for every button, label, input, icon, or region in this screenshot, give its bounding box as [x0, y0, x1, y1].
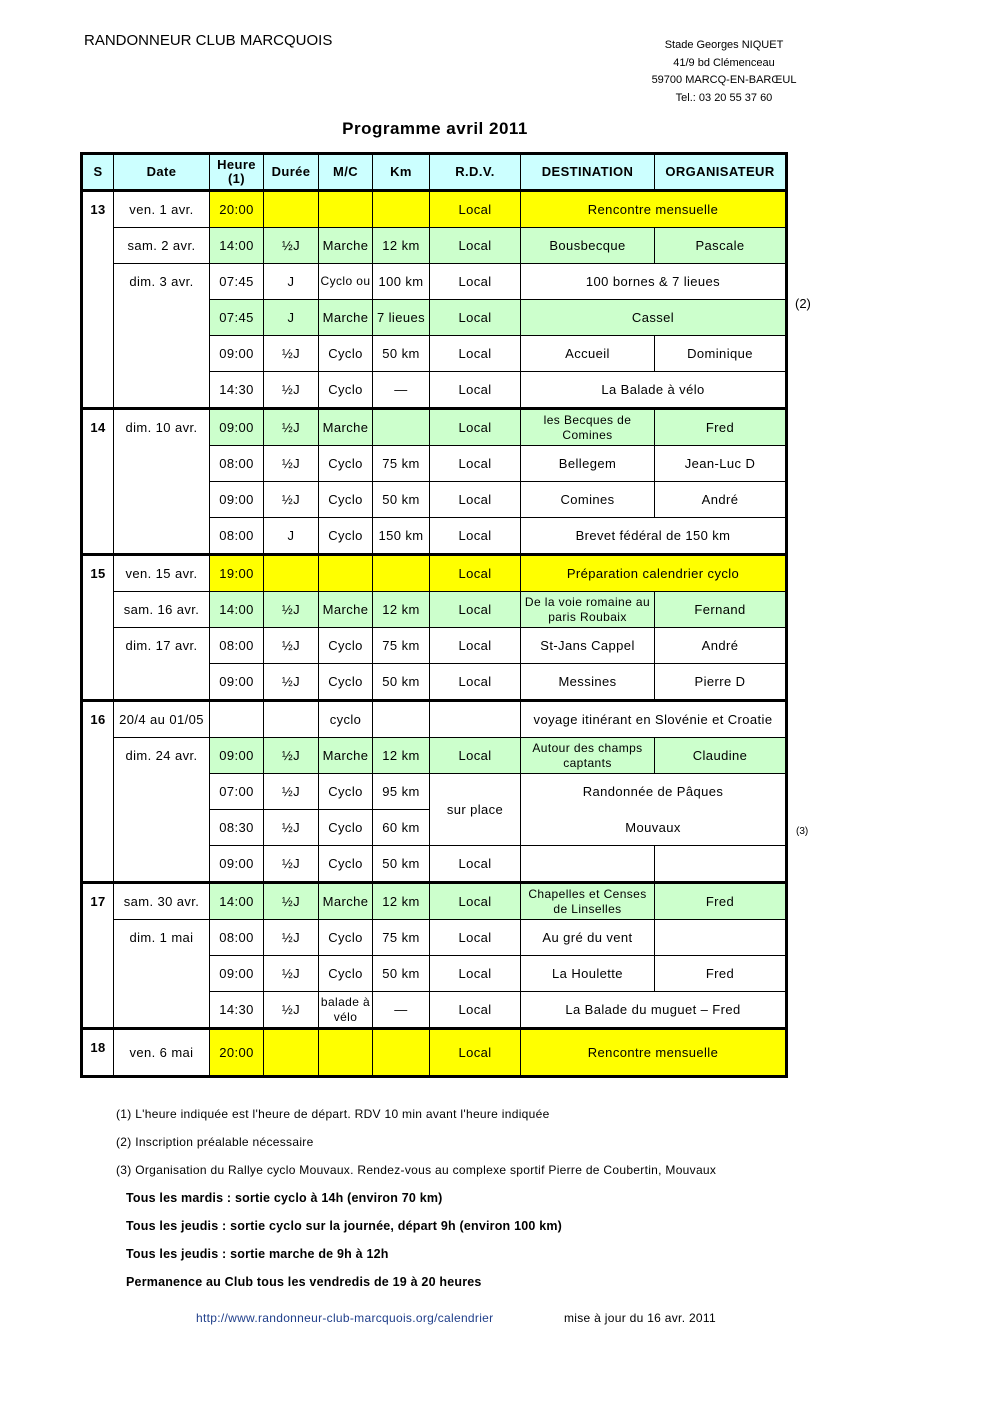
destination-cell: Rencontre mensuelle [521, 1029, 787, 1077]
destination-cell: La Houlette [521, 956, 655, 992]
mc-cell [319, 1029, 373, 1077]
rdv-cell: Local [430, 1029, 521, 1077]
heure-cell: 08:00 [210, 920, 264, 956]
address-line-city: 59700 MARCQ-EN-BARŒUL [651, 74, 797, 86]
destination-cell: La Balade du muguet – Fred [521, 992, 787, 1029]
heure-cell: 14:00 [210, 592, 264, 628]
duree-cell: ½J [264, 628, 319, 664]
destination-cell: Au gré du vent [521, 920, 655, 956]
rdv-cell: Local [430, 592, 521, 628]
organisateur-cell: Jean-Luc D [655, 446, 787, 482]
km-cell [373, 555, 430, 592]
club-name: RANDONNEUR CLUB MARCQUOIS [84, 32, 333, 49]
mc-cell: Cyclo [319, 518, 373, 555]
heure-cell: 07:00 [210, 774, 264, 810]
recurring-line: Tous les jeudis : sortie cyclo sur la journée, départ 9h (environ 100 km) [126, 1219, 563, 1233]
destination-cell: Rencontre mensuelle [521, 191, 787, 228]
rdv-cell: Local [430, 883, 521, 920]
duree-cell: ½J [264, 592, 319, 628]
col-header-date: Date [114, 154, 210, 191]
km-cell: — [373, 992, 430, 1029]
destination-cell: Comines [521, 482, 655, 518]
organisateur-cell: Fred [655, 409, 787, 446]
km-cell: 100 km [373, 264, 430, 300]
table-row [82, 883, 787, 920]
km-cell: 12 km [373, 883, 430, 920]
rdv-cell: Local [430, 264, 521, 300]
destination-cell: St-Jans Cappel [521, 628, 655, 664]
date-cell: ven. 6 mai [114, 1029, 210, 1077]
heure-cell: 19:00 [210, 555, 264, 592]
organisateur-cell: Pierre D [655, 664, 787, 701]
col-header-mc: M/C [319, 154, 373, 191]
mc-cell: Cyclo [319, 810, 373, 846]
destination-cell [521, 846, 655, 883]
heure-cell: 08:00 [210, 518, 264, 555]
table-row [82, 191, 787, 228]
destination-cell: Autour des champs captants [521, 738, 655, 774]
duree-cell: ½J [264, 992, 319, 1029]
table-row [82, 628, 787, 664]
mc-cell: Marche [319, 592, 373, 628]
km-cell: 150 km [373, 518, 430, 555]
footnote-2: (2) Inscription préalable nécessaire [116, 1135, 314, 1149]
destination-cell: Chapelles et Censes de Linselles [521, 883, 655, 920]
duree-cell: ½J [264, 810, 319, 846]
km-cell [373, 191, 430, 228]
destination-cell: Messines [521, 664, 655, 701]
mc-cell: Cyclo [319, 628, 373, 664]
km-cell: 75 km [373, 446, 430, 482]
duree-cell: ½J [264, 846, 319, 883]
rdv-cell: Local [430, 664, 521, 701]
rdv-cell: Local [430, 738, 521, 774]
mc-cell: Cyclo [319, 664, 373, 701]
table-row [82, 555, 787, 592]
heure-cell: 14:30 [210, 992, 264, 1029]
table-row [82, 228, 787, 264]
organisateur-cell: Pascale [655, 228, 787, 264]
destination-cell: Mouvaux [521, 810, 787, 846]
rdv-cell: Local [430, 482, 521, 518]
recurring-line: Permanence au Club tous les vendredis de 19 à 20 heures [126, 1275, 482, 1289]
rdv-cell: sur place [430, 774, 521, 846]
col-header-heure: Heure (1) [210, 154, 264, 191]
week-number: 16 [82, 701, 114, 883]
destination-cell: Randonnée de Pâques [521, 774, 787, 810]
heure-cell: 20:00 [210, 191, 264, 228]
rdv-cell [430, 701, 521, 738]
rdv-cell: Local [430, 846, 521, 883]
km-cell [373, 1029, 430, 1077]
side-note-2: (2) [795, 296, 811, 311]
km-cell: 50 km [373, 846, 430, 883]
km-cell: 75 km [373, 628, 430, 664]
km-cell: 50 km [373, 482, 430, 518]
duree-cell: ½J [264, 372, 319, 409]
rdv-cell: Local [430, 628, 521, 664]
heure-cell: 09:00 [210, 846, 264, 883]
duree-cell: ½J [264, 228, 319, 264]
heure-cell: 09:00 [210, 482, 264, 518]
rdv-cell: Local [430, 191, 521, 228]
page-title: Programme avril 2011 [342, 119, 528, 138]
duree-cell: ½J [264, 774, 319, 810]
recurring-line: Tous les mardis : sortie cyclo à 14h (environ 70 km) [126, 1191, 443, 1205]
program-table [80, 152, 788, 1078]
address-line-street: 41/9 bd Clémenceau [673, 56, 775, 69]
km-cell: 75 km [373, 920, 430, 956]
col-header-km: Km [373, 154, 430, 191]
club-address [640, 37, 808, 107]
duree-cell: ½J [264, 956, 319, 992]
heure-cell: 14:00 [210, 228, 264, 264]
destination-cell: Préparation calendrier cyclo [521, 555, 787, 592]
destination-cell: Cassel [521, 300, 787, 336]
km-cell: 60 km [373, 810, 430, 846]
heure-cell: 14:30 [210, 372, 264, 409]
duree-cell: ½J [264, 664, 319, 701]
col-header-rdv: R.D.V. [430, 154, 521, 191]
side-note-3: (3) [796, 826, 809, 837]
duree-cell: J [264, 518, 319, 555]
mc-cell [319, 191, 373, 228]
mc-cell: balade à vélo [319, 992, 373, 1029]
week-number: 17 [82, 883, 114, 1029]
destination-cell: Brevet fédéral de 150 km [521, 518, 787, 555]
mc-cell: Cyclo [319, 372, 373, 409]
km-cell [373, 409, 430, 446]
organisateur-cell: André [655, 482, 787, 518]
heure-cell: 09:00 [210, 738, 264, 774]
destination-cell: les Becques de Comines [521, 409, 655, 446]
rdv-cell: Local [430, 300, 521, 336]
mc-cell: Marche [319, 228, 373, 264]
calendar-link[interactable]: http://www.randonneur-club-marcquois.org/calendrier [196, 1311, 494, 1325]
duree-cell [264, 701, 319, 738]
footnote-1: (1) L'heure indiquée est l'heure de départ. RDV 10 min avant l'heure indiquée [116, 1107, 550, 1121]
destination-cell: voyage itinérant en Slovénie et Croatie [521, 701, 787, 738]
rdv-cell: Local [430, 992, 521, 1029]
organisateur-cell: Fred [655, 956, 787, 992]
km-cell: 95 km [373, 774, 430, 810]
table-row [82, 1029, 787, 1077]
heure-cell: 08:00 [210, 446, 264, 482]
date-cell: dim. 1 mai [114, 920, 210, 1029]
km-cell: 7 lieues [373, 300, 430, 336]
duree-cell: ½J [264, 883, 319, 920]
rdv-cell: Local [430, 920, 521, 956]
rdv-cell: Local [430, 446, 521, 482]
table-row [82, 409, 787, 446]
table-header-row [82, 154, 787, 191]
destination-cell: Bellegem [521, 446, 655, 482]
heure-cell: 09:00 [210, 664, 264, 701]
heure-cell: 08:30 [210, 810, 264, 846]
heure-cell: 14:00 [210, 883, 264, 920]
date-cell: dim. 17 avr. [114, 628, 210, 701]
mc-cell: Marche [319, 300, 373, 336]
mc-cell: Cyclo [319, 446, 373, 482]
date-cell: ven. 1 avr. [114, 191, 210, 228]
week-number: 13 [82, 191, 114, 409]
duree-cell: ½J [264, 738, 319, 774]
duree-cell: ½J [264, 920, 319, 956]
km-cell: 50 km [373, 336, 430, 372]
km-cell: 12 km [373, 228, 430, 264]
col-header-week: S [82, 154, 114, 191]
heure-cell: 09:00 [210, 409, 264, 446]
organisateur-cell: André [655, 628, 787, 664]
duree-cell: ½J [264, 409, 319, 446]
address-line-stadium: Stade Georges NIQUET [664, 39, 784, 51]
date-cell: dim. 24 avr. [114, 738, 210, 883]
week-number: 15 [82, 555, 114, 701]
duree-cell: ½J [264, 482, 319, 518]
mc-cell: Marche [319, 883, 373, 920]
km-cell: 50 km [373, 956, 430, 992]
date-cell: sam. 16 avr. [114, 592, 210, 628]
heure-cell: 08:00 [210, 628, 264, 664]
rdv-cell: Local [430, 409, 521, 446]
table-row [82, 701, 787, 738]
km-cell [373, 701, 430, 738]
table-row [82, 738, 787, 774]
mc-cell: Cyclo [319, 846, 373, 883]
heure-cell [210, 701, 264, 738]
update-date: mise à jour du 16 avr. 2011 [564, 1311, 716, 1325]
table-row [82, 920, 787, 956]
duree-cell: ½J [264, 446, 319, 482]
km-cell: 50 km [373, 664, 430, 701]
mc-cell: Cyclo [319, 482, 373, 518]
duree-cell [264, 191, 319, 228]
organisateur-cell: Claudine [655, 738, 787, 774]
heure-cell: 20:00 [210, 1029, 264, 1077]
col-header-destination: DESTINATION [521, 154, 655, 191]
duree-cell [264, 555, 319, 592]
rdv-cell: Local [430, 336, 521, 372]
rdv-cell: Local [430, 228, 521, 264]
mc-cell: Cyclo [319, 336, 373, 372]
rdv-cell: Local [430, 372, 521, 409]
mc-cell: Cyclo ou [319, 264, 373, 300]
mc-cell [319, 555, 373, 592]
mc-cell: Marche [319, 409, 373, 446]
date-cell: sam. 2 avr. [114, 228, 210, 264]
mc-cell: Cyclo [319, 920, 373, 956]
col-header-organisateur: ORGANISATEUR [655, 154, 787, 191]
address-line-phone: Tel.: 03 20 55 37 60 [675, 91, 773, 104]
week-number: 14 [82, 409, 114, 555]
organisateur-cell: Fred [655, 883, 787, 920]
mc-cell: Cyclo [319, 774, 373, 810]
mc-cell: cyclo [319, 701, 373, 738]
recurring-line: Tous les jeudis : sortie marche de 9h à 12h [126, 1247, 389, 1261]
destination-cell: Accueil [521, 336, 655, 372]
date-cell: ven. 15 avr. [114, 555, 210, 592]
heure-cell: 07:45 [210, 300, 264, 336]
destination-cell: De la voie romaine au paris Roubaix [521, 592, 655, 628]
rdv-cell: Local [430, 555, 521, 592]
km-cell: — [373, 372, 430, 409]
table-row [82, 592, 787, 628]
mc-cell: Marche [319, 738, 373, 774]
organisateur-cell [655, 920, 787, 956]
rdv-cell: Local [430, 518, 521, 555]
rdv-cell: Local [430, 956, 521, 992]
date-cell: dim. 3 avr. [114, 264, 210, 409]
date-cell: dim. 10 avr. [114, 409, 210, 555]
heure-cell: 09:00 [210, 336, 264, 372]
organisateur-cell: Fernand [655, 592, 787, 628]
date-cell: sam. 30 avr. [114, 883, 210, 920]
mc-cell: Cyclo [319, 956, 373, 992]
organisateur-cell: Dominique [655, 336, 787, 372]
duree-cell: ½J [264, 336, 319, 372]
table-row [82, 264, 787, 300]
duree-cell: J [264, 300, 319, 336]
destination-cell: Bousbecque [521, 228, 655, 264]
col-header-duree: Durée [264, 154, 319, 191]
duree-cell [264, 1029, 319, 1077]
heure-cell: 07:45 [210, 264, 264, 300]
date-cell: 20/4 au 01/05 [114, 701, 210, 738]
organisateur-cell [655, 846, 787, 883]
heure-cell: 09:00 [210, 956, 264, 992]
destination-cell: La Balade à vélo [521, 372, 787, 409]
km-cell: 12 km [373, 592, 430, 628]
week-number: 18 [82, 1029, 114, 1077]
km-cell: 12 km [373, 738, 430, 774]
duree-cell: J [264, 264, 319, 300]
footnote-3: (3) Organisation du Rallye cyclo Mouvaux. Rendez-vous au complexe sportif Pierre de Coubertin, Mouvaux [116, 1163, 717, 1177]
destination-cell: 100 bornes & 7 lieues [521, 264, 787, 300]
